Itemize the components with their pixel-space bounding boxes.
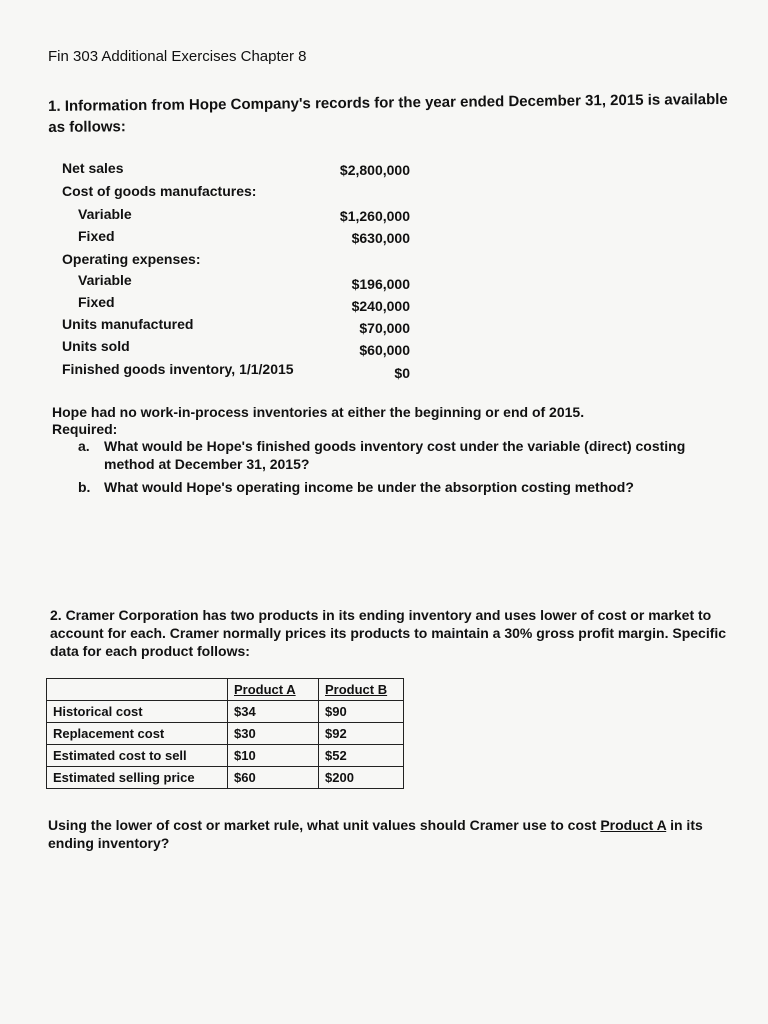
- fin-row-label: Cost of goods manufactures:: [62, 183, 257, 199]
- q2-question-post: in its ending inventory?: [48, 817, 703, 851]
- q1-required: Required:: [52, 421, 118, 437]
- q1-b-marker: b.: [78, 479, 91, 495]
- product-b-value: $90: [319, 701, 404, 723]
- table-row: [47, 701, 404, 723]
- product-b-value: $200: [319, 767, 404, 789]
- fin-row-value: $1,260,000: [339, 208, 410, 224]
- fin-row-label: Units sold: [62, 338, 130, 354]
- table-row: [47, 723, 404, 745]
- table-row: [47, 767, 404, 789]
- fin-row-label: Fixed: [78, 294, 115, 310]
- product-a-value: $30: [228, 723, 319, 745]
- product-a-value: $34: [228, 701, 319, 723]
- q1-intro: 1. Information from Hope Company's records for the year ended December 31, 2015 is available as follows:: [48, 90, 728, 136]
- q1-a-text: What would be Hope's finished goods inventory cost under the variable (direct) costing method at December 31, 2015?: [104, 438, 686, 472]
- q1-b-text: What would Hope's operating income be under the absorption costing method?: [104, 479, 634, 495]
- product-b-value: $92: [319, 723, 404, 745]
- row-label: Estimated cost to sell: [47, 745, 228, 767]
- fin-row-label: Net sales: [62, 160, 124, 176]
- product-b-value: $52: [319, 745, 404, 767]
- table-row: [47, 745, 404, 767]
- fin-row-value: $2,800,000: [339, 162, 410, 178]
- product-a-header: Product A: [228, 679, 319, 701]
- fin-row-value: $70,000: [359, 320, 410, 336]
- row-label: Historical cost: [47, 701, 228, 723]
- row-label: Estimated selling price: [47, 767, 228, 789]
- q1-note: Hope had no work-in-process inventories at either the beginning or end of 2015.: [52, 404, 585, 420]
- q2-question-pre: Using the lower of cost or market rule, what unit values should Cramer use to cost: [48, 817, 601, 833]
- q2-question: [48, 816, 718, 852]
- q1-a-marker: a.: [78, 438, 90, 454]
- fin-row-label: Fixed: [78, 228, 115, 244]
- fin-row-value: $240,000: [351, 298, 410, 314]
- fin-row-value: $60,000: [359, 342, 410, 358]
- product-b-header: Product B: [319, 679, 404, 701]
- fin-row-value: $630,000: [351, 230, 410, 246]
- q2-question-underlined: Product A: [600, 817, 667, 833]
- q2-intro: 2. Cramer Corporation has two products in its ending inventory and uses lower of cost or market to account for each. Cramer normally prices its products to maintain a 30% gross profit margin. Specific data for each product follows:: [50, 607, 727, 659]
- page-title: Fin 303 Additional Exercises Chapter 8: [48, 48, 307, 65]
- product-a-value: $10: [228, 745, 319, 767]
- row-label: Replacement cost: [47, 723, 228, 745]
- fin-row-label: Variable: [78, 206, 132, 222]
- table-header-row: [47, 679, 404, 701]
- table-corner: [47, 679, 228, 701]
- product-a-value: $60: [228, 767, 319, 789]
- fin-row-label: Variable: [78, 272, 132, 288]
- fin-row-value: $196,000: [351, 276, 410, 292]
- fin-row-label: Units manufactured: [62, 316, 194, 332]
- product-table: [46, 678, 404, 789]
- fin-row-label: Operating expenses:: [62, 251, 201, 267]
- fin-row-label: Finished goods inventory, 1/1/2015: [62, 361, 294, 377]
- fin-row-value: $0: [394, 365, 410, 381]
